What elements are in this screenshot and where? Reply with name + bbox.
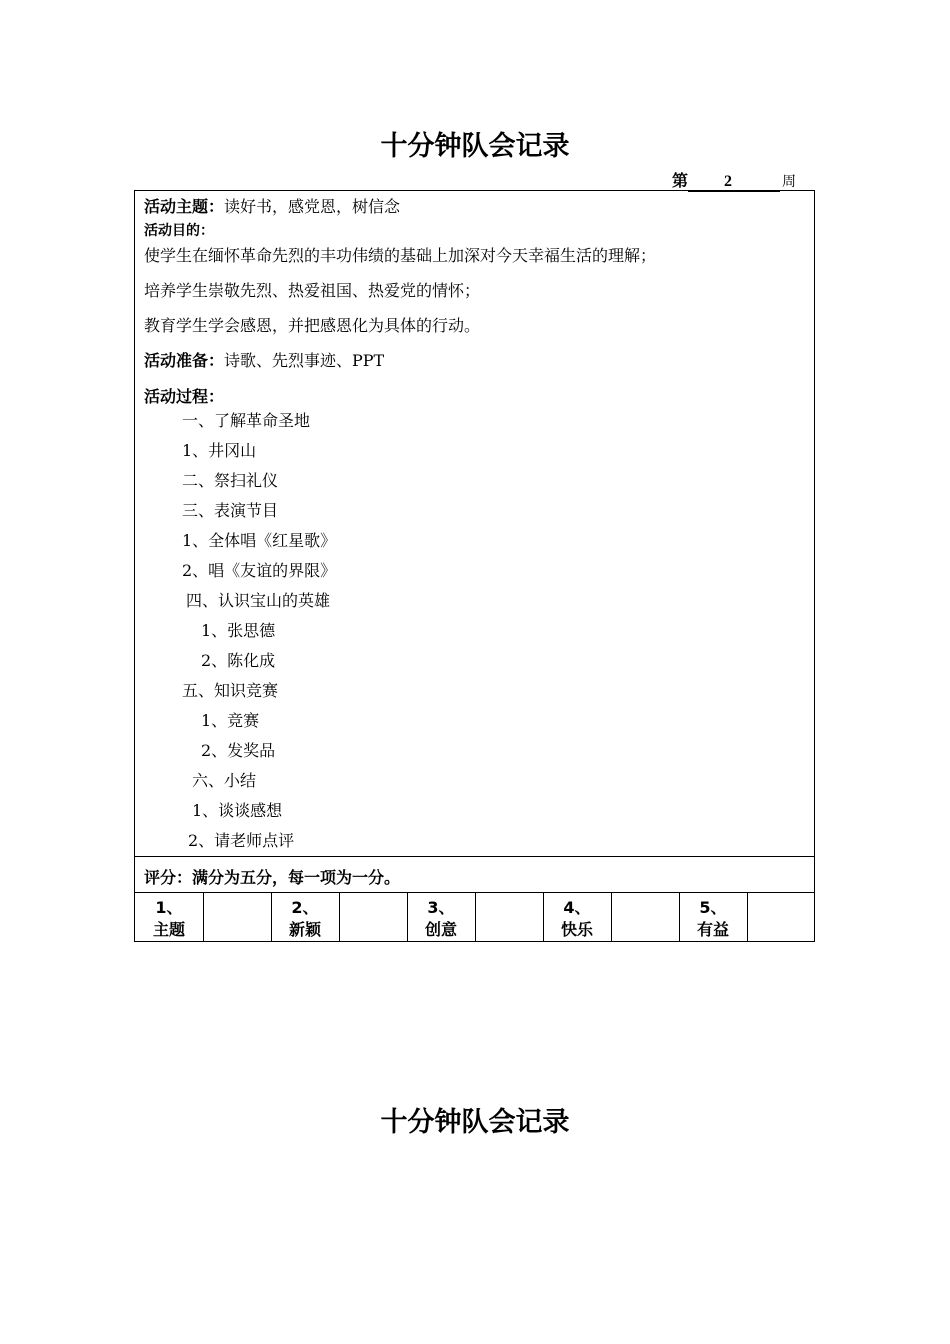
score-item-2 [271, 897, 339, 941]
theme-label: 活动主题： [144, 197, 225, 216]
prep-value: 诗歌、先烈事迹、PPT [224, 351, 385, 370]
score-item-label: 快乐 [560, 920, 593, 939]
process-item: 一、了解革命圣地 [182, 411, 311, 430]
process-item: 三、表演节目 [182, 501, 279, 520]
cell-border [203, 893, 204, 941]
purpose-line-1: 使学生在缅怀革命先烈的丰功伟绩的基础上加深对今天幸福生活的理解； [144, 246, 657, 265]
page-title-2: 十分钟队会记录 [380, 1107, 570, 1138]
score-item-label: 创意 [424, 920, 457, 939]
purpose-line-3: 教育学生学会感恩，并把感恩化为具体的行动。 [144, 316, 481, 335]
process-item: 五、知识竞赛 [182, 681, 279, 700]
process-item: 六、小结 [192, 771, 257, 790]
prep-label: 活动准备： [144, 351, 225, 370]
purpose-line-2: 培养学生崇敬先烈、热爱祖国、热爱党的情怀； [144, 281, 481, 300]
cell-border [339, 893, 340, 941]
score-item-num: 3、 [427, 898, 455, 917]
process-item: 1、井冈山 [182, 441, 257, 460]
score-item-label: 新颖 [288, 920, 321, 939]
prep-row [144, 348, 384, 371]
week-suffix: 周 [782, 174, 797, 190]
week-number: 2 [688, 173, 780, 192]
cell-border [747, 893, 748, 941]
purpose-label: 活动目的： [144, 223, 214, 239]
process-item: 2、唱《友谊的界限》 [182, 561, 337, 580]
theme-value: 读好书，感党恩，树信念 [224, 197, 401, 216]
process-item: 1、全体唱《红星歌》 [182, 531, 337, 550]
process-item: 2、陈化成 [201, 651, 276, 670]
process-item: 2、请老师点评 [188, 831, 295, 850]
cell-border [611, 893, 612, 941]
score-item-4 [543, 897, 611, 941]
score-item-num: 5、 [699, 898, 727, 917]
process-item: 四、认识宝山的英雄 [186, 591, 331, 610]
score-item-num: 1、 [155, 898, 183, 917]
theme-row [144, 194, 400, 217]
process-item: 1、谈谈感想 [192, 801, 283, 820]
page-title: 十分钟队会记录 [380, 131, 570, 162]
process-item: 2、发奖品 [201, 741, 276, 760]
process-item: 1、竞赛 [201, 711, 260, 730]
divider [135, 856, 814, 857]
score-item-3 [407, 897, 475, 941]
process-label: 活动过程： [144, 387, 225, 406]
score-item-num: 2、 [291, 898, 319, 917]
week-prefix: 第 [672, 171, 689, 190]
cell-border [475, 893, 476, 941]
process-item: 二、祭扫礼仪 [182, 471, 279, 490]
score-note: 评分：满分为五分，每一项为一分。 [144, 868, 401, 887]
score-item-label: 有益 [696, 920, 729, 939]
score-item-label: 主题 [152, 920, 185, 939]
score-item-5 [679, 897, 747, 941]
score-item-num: 4、 [563, 898, 591, 917]
week-indicator [672, 168, 796, 192]
score-item-1 [135, 897, 203, 941]
process-item: 1、张思德 [201, 621, 276, 640]
record-table [134, 190, 815, 942]
